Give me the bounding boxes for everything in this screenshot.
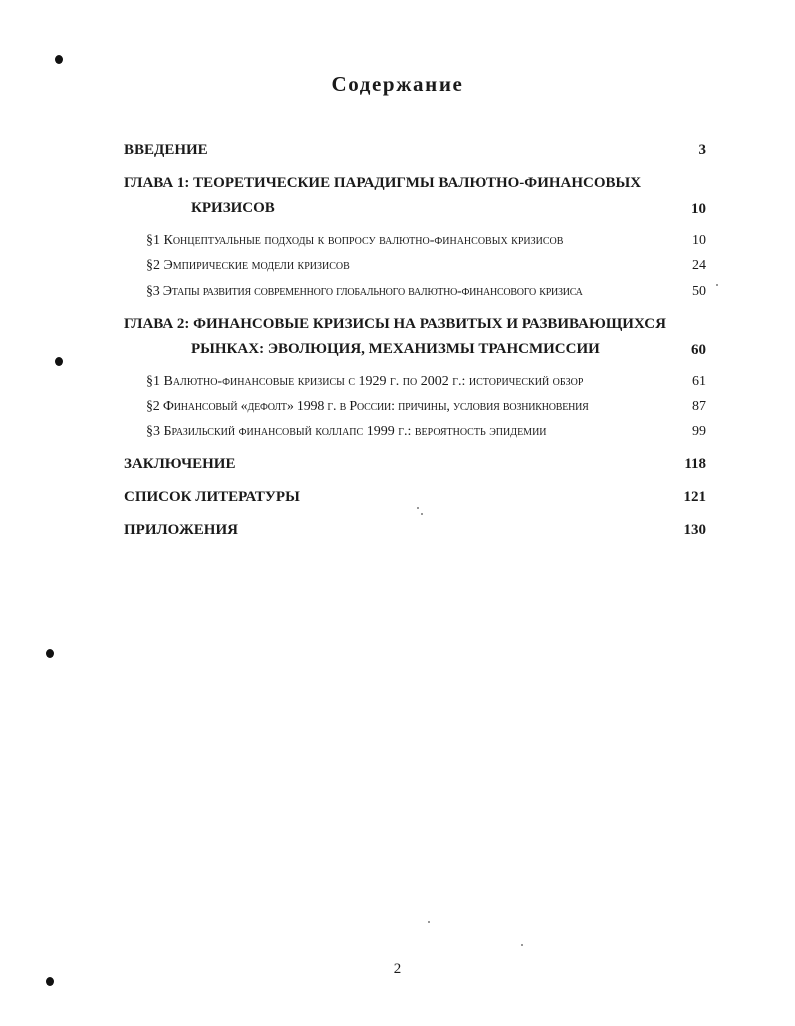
toc-section-1-3[interactable] [124,284,706,302]
toc-section-2-1[interactable] [124,374,706,392]
toc-section-2-2[interactable] [124,399,706,417]
toc-section-label: §1 Концептуальные подходы к вопросу валютно-финансовых кризисов [146,233,564,248]
toc-entry-page: 3 [698,142,706,158]
toc-entry-chapter-1[interactable] [124,175,706,221]
toc-entry-label: ЗАКЛЮЧЕНИЕ [124,456,236,472]
toc-entry-label: ГЛАВА 1: ТЕОРЕТИЧЕСКИЕ ПАРАДИГМЫ ВАЛЮТНО-ФИНАНСОВЫХ [124,175,642,191]
toc-entry-label-continuation: КРИЗИСОВ [191,200,275,216]
toc-section-page: 61 [692,374,706,389]
toc-entry-page: 10 [691,201,706,217]
scan-speck [428,921,430,923]
page-title: Содержание [331,72,464,96]
toc-section-page: 10 [692,233,706,248]
toc-entry-page: 118 [684,456,706,472]
page-number: 2 [393,961,402,977]
scan-speck [521,944,523,946]
toc-entry-label: ВВЕДЕНИЕ [124,142,208,158]
toc-entry-label: СПИСОК ЛИТЕРАТУРЫ [124,489,300,505]
toc-entry-conclusion[interactable] [124,456,706,476]
toc-entry-label: ПРИЛОЖЕНИЯ [124,522,238,538]
toc-section-page: 99 [692,424,706,439]
toc-entry-intro[interactable] [124,142,706,162]
toc-section-page: 50 [692,284,706,299]
scan-speck [716,284,718,286]
toc-entry-references[interactable] [124,489,706,509]
binder-hole-mark [55,357,63,366]
toc-entry-label: ГЛАВА 2: ФИНАНСОВЫЕ КРИЗИСЫ НА РАЗВИТЫХ И РАЗВИВАЮЩИХСЯ [124,316,666,332]
binder-hole-mark [46,977,54,986]
toc-entry-page: 60 [691,342,706,358]
toc-section-1-2[interactable] [124,258,706,276]
toc-section-label: §3 Этапы развития современного глобального валютно-финансового кризиса [146,284,583,299]
toc-entry-appendices[interactable] [124,522,706,542]
toc-entry-page: 121 [683,489,706,505]
scan-speck [421,513,423,515]
toc-section-label: §2 Эмпирические модели кризисов [146,258,350,273]
toc-section-label: §3 Бразильский финансовый коллапс 1999 г.: вероятность эпидемии [146,424,547,439]
toc-section-2-3[interactable] [124,424,706,442]
binder-hole-mark [55,55,63,64]
toc-entry-page: 130 [683,522,706,538]
toc-entry-label-continuation: РЫНКАХ: ЭВОЛЮЦИЯ, МЕХАНИЗМЫ ТРАНСМИССИИ [191,341,600,357]
toc-section-page: 24 [692,258,706,273]
toc-section-label: §2 Финансовый «дефолт» 1998 г. в России: причины, условия возникновения [146,399,589,414]
toc-section-label: §1 Валютно-финансовые кризисы с 1929 г. по 2002 г.: исторический обзор [146,374,584,389]
toc-section-1-1[interactable] [124,233,706,251]
scan-speck [417,507,419,509]
binder-hole-mark [46,649,54,658]
toc-entry-chapter-2[interactable] [124,316,706,362]
toc-section-page: 87 [692,399,706,414]
